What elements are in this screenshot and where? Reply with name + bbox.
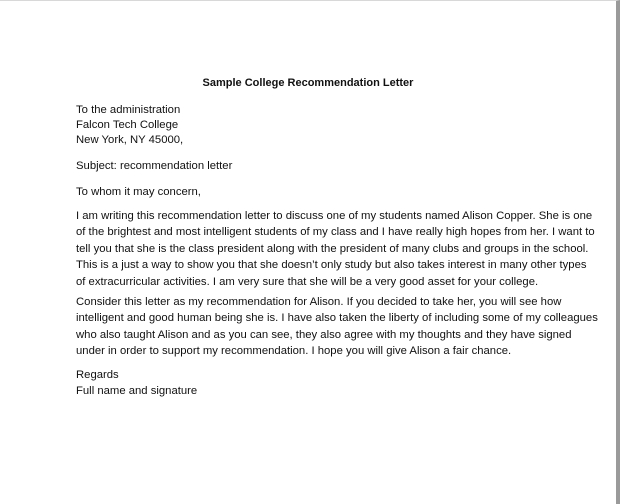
address-line-3: New York, NY 45000, — [76, 134, 184, 146]
address-line-2: Falcon Tech College — [76, 119, 179, 131]
address-line-1: To the administration — [76, 104, 181, 116]
letter-title: Sample College Recommendation Letter — [202, 77, 414, 89]
paragraph-2-line: under in order to support my recommendation. I hope you will give Alison a fair chance. — [76, 345, 512, 358]
greeting: To whom it may concern, — [76, 186, 201, 198]
subject-line: Subject: recommendation letter — [76, 160, 233, 172]
paragraph-2-line: intelligent and good human being she is. I have also taken the liberty of including some of my colleagues — [76, 312, 598, 325]
closing: Regards — [76, 369, 119, 381]
paragraph-1-line: tell you that she is the class president along with the president of many clubs and groups in the school. — [76, 242, 589, 255]
paragraph-1-line: of the brightest and most intelligent students of my class and I have really high hopes from her. I want to — [76, 226, 595, 239]
paragraph-2-line: Consider this letter as my recommendation for Alison. If you decided to take her, you will see how — [76, 296, 562, 308]
paragraph-2 — [76, 294, 598, 360]
paragraph-2-line: who also taught Alison and as you can see, they also agree with my thoughts and they have signed — [76, 328, 572, 341]
signature-line: Full name and signature — [76, 385, 198, 397]
paragraph-1-line: I am writing this recommendation letter to discuss one of my students named Alison Copper. She is one — [76, 210, 593, 222]
paragraph-1-line: This is a just a way to show you that she doesn’t only study but also takes interest in many other types — [76, 259, 587, 272]
paragraph-1-line: of extracurricular activities. I am very sure that she will be a very good asset for your college. — [76, 275, 539, 288]
paragraph-1 — [76, 208, 595, 290]
